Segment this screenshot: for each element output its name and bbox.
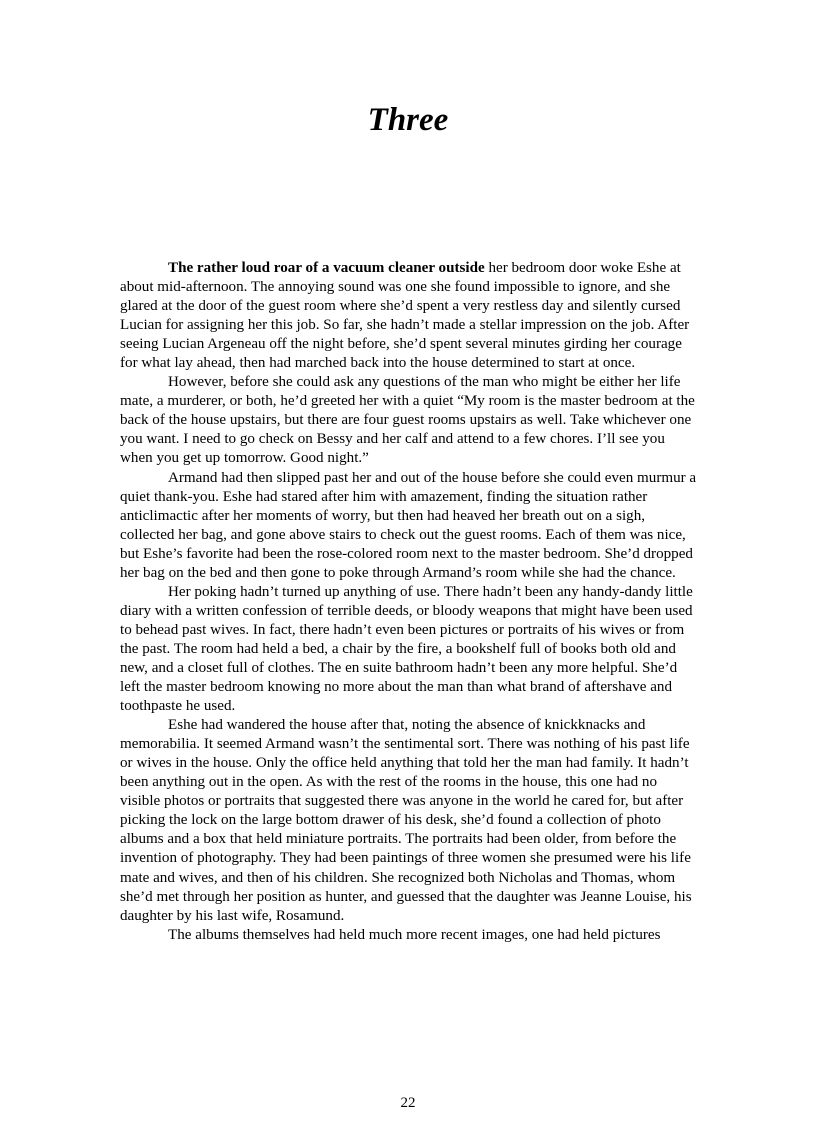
paragraph: Armand had then slipped past her and out of the house before she could even murmur a quiet thank-you. Eshe had stared after him with amazement, finding the situation rather anticlimactic after her moments of worry, but then had heaved her breath out on a sigh, collected her bag, and gone above stairs to check out the guest rooms. Each of them was nice, but Eshe’s favorite had been the rose-colored room next to the master bedroom. She’d dropped her bag on the bed and then gone to poke through Armand’s room while she had the chance. [120,469,697,581]
paragraph-text: her bedroom door woke Eshe at about mid-afternoon. The annoying sound was one she found impossible to ignore, and she glared at the door of the guest room where she’d spent a very restless day and silently cursed Lucian for assigning her this job. So far, she hadn’t made a stellar impression on the job. After seeing Lucian Argeneau off the night before, she’d spent several minutes girding her courage for what lay ahead, then had marched back into the house determined to start at once. [120,260,690,372]
paragraph [120,259,699,373]
chapter-title: Three [367,102,449,138]
paragraph: However, before she could ask any questions of the man who might be either her life mate, a murderer, or both, he’d greeted her with a quiet “My room is the master bedroom at the back of the house upstairs, but there are four guest rooms upstairs as well. Take whichever one you want. I need to go check on Bessy and her calf and attend to a few chores. I’ll see you when you get up tomorrow. Good night.” [120,374,695,467]
page-number: 22 [400,1095,416,1111]
paragraph: The albums themselves had held much more recent images, one had held pictures [168,926,661,943]
paragraph: Eshe had wandered the house after that, noting the absence of knickknacks and memorabilia. It seemed Armand wasn’t the sentimental sort. There was nothing of his past life or wives in the house. Only the office held anything that told her the man had family. It hadn’t been anything out in the open. As with the rest of the rooms in the house, this one had no visible photos or portraits that suggested there was anyone in the world he cared for, but after picking the lock on the large bottom drawer of his desk, she’d found a collection of photo albums and a box that held miniature portraits. The portraits had been older, from before the invention of photography. They had been paintings of three women she presumed were his life mate and wives, and then of his children. She recognized both Nicholas and Thomas, whom she’d met through her position as hunter, and guessed that the daughter was Jeanne Louise, his daughter by his last wife, Rosamund. [120,717,692,924]
body-text [120,259,699,945]
paragraph: Her poking hadn’t turned up anything of use. There hadn’t been any handy-dandy little diary with a written confession of terrible deeds, or bloody weapons that might have been used to behead past wives. In fact, there hadn’t even been pictures or portraits of his wives or from the past. The room had held a bed, a chair by the fire, a bookshelf full of books both old and new, and a closet full of clothes. The en suite bathroom hadn’t been any more helpful. She’d left the master bedroom knowing no more about the man than what brand of aftershave and toothpaste he used. [120,583,693,715]
lead-in-text: The rather loud roar of a vacuum cleaner outside [168,260,485,276]
